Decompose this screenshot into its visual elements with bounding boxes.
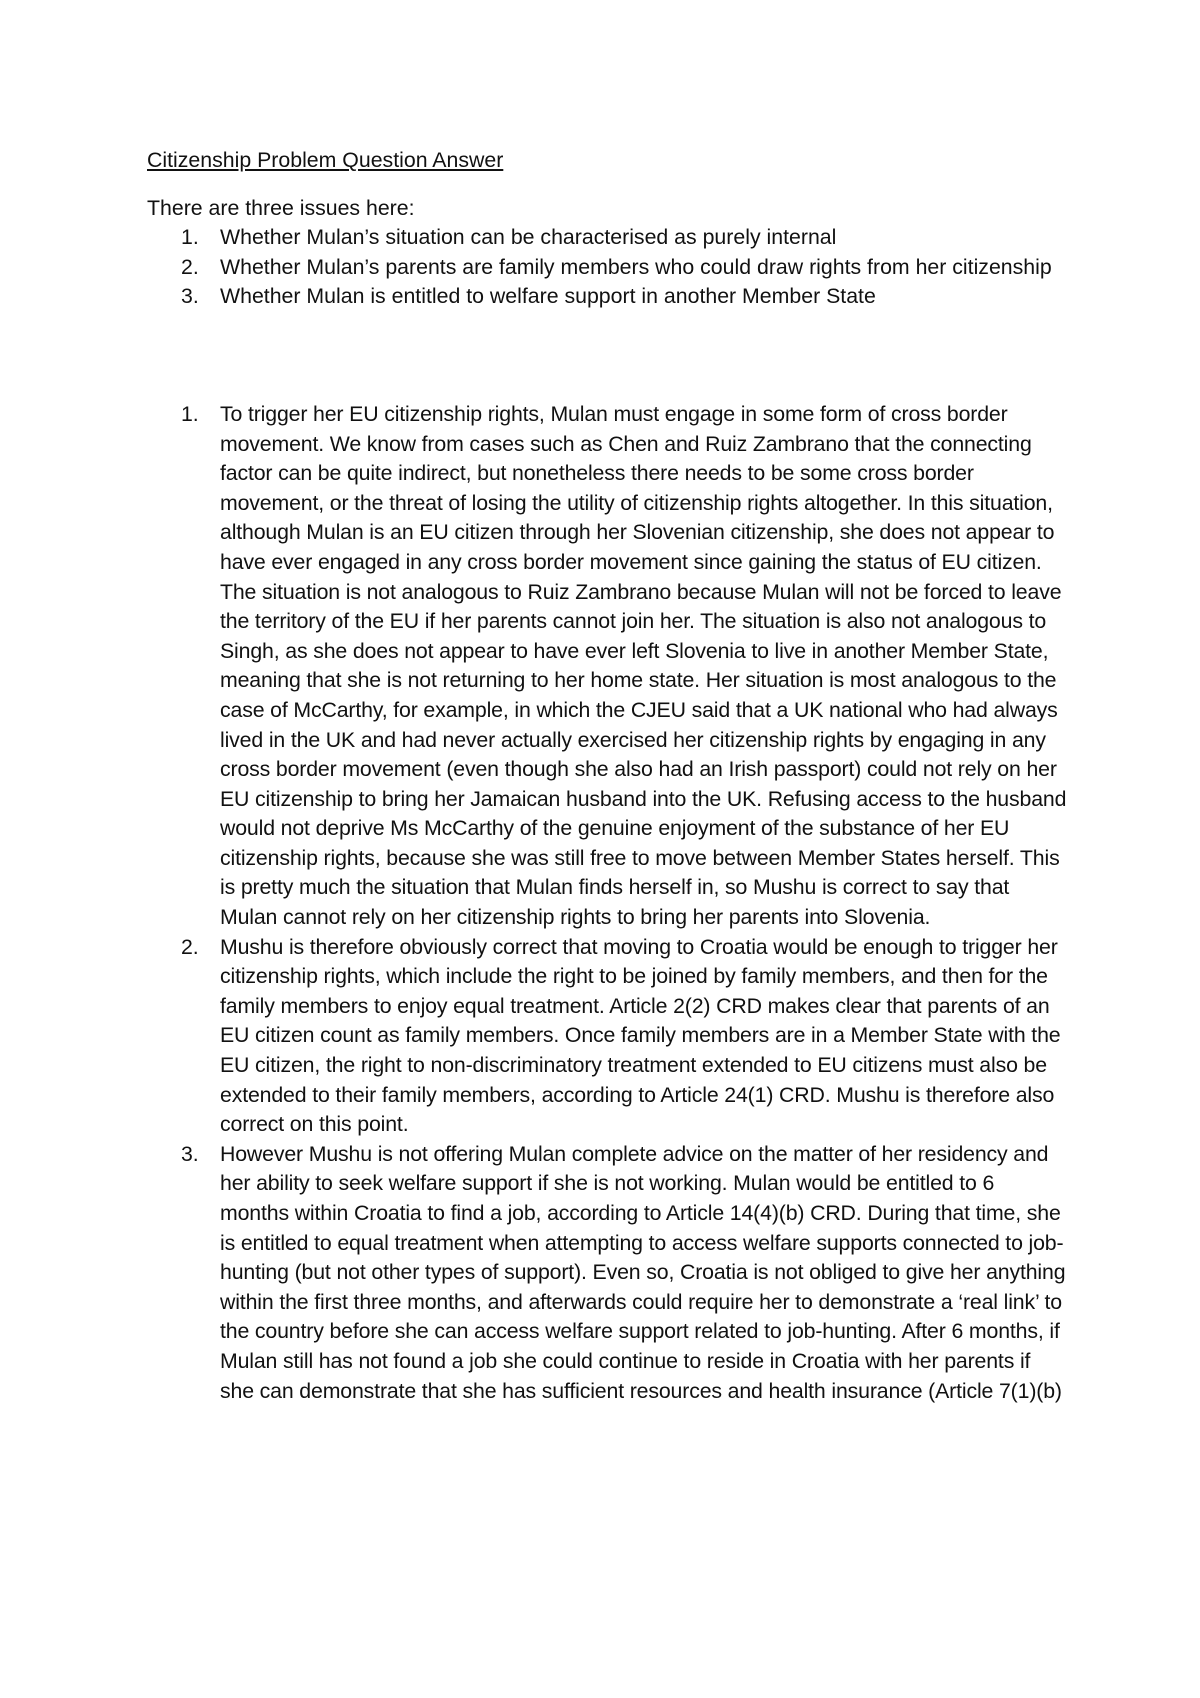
issue-text: Whether Mulan’s situation can be characterised as purely internal <box>220 225 837 250</box>
document-title: Citizenship Problem Question Answer <box>147 148 504 172</box>
issue-item <box>147 253 1067 283</box>
issue-number: 1. <box>181 225 199 250</box>
document-page <box>147 146 1067 1406</box>
issue-item <box>147 282 1067 312</box>
issue-item <box>147 223 1067 253</box>
answer-text: However Mushu is not offering Mulan complete advice on the matter of her residency and her ability to seek welfare support if she is not working. Mulan would be entitled to 6 months within Croatia to find a job, according to Article 14(4)(b) CRD. During that time, she is entitled to equal treatment when attempting to access welfare supports connected to job-hunting (but not other types of support). Even so, Croatia is not obliged to give her anything within the first three months, and afterwards could require her to demonstrate a ‘real link’ to the country before she can access welfare support related to job-hunting. After 6 months, if Mulan still has not found a job she could continue to reside in Croatia with her parents if she can demonstrate that she has sufficient resources and health insurance (Article 7(1)(b) <box>220 1141 1066 1403</box>
issue-text: Whether Mulan is entitled to welfare support in another Member State <box>220 284 876 309</box>
issues-list <box>147 223 1067 312</box>
issue-text: Whether Mulan’s parents are family members who could draw rights from her citizenship <box>220 254 1052 279</box>
answer-item <box>147 1140 1067 1406</box>
issue-number: 2. <box>181 254 199 279</box>
issue-number: 3. <box>181 284 199 309</box>
answer-number: 3. <box>181 1141 199 1166</box>
intro-text: There are three issues here: <box>147 195 415 220</box>
answer-number: 2. <box>181 934 199 959</box>
answer-number: 1. <box>181 401 199 426</box>
answer-item <box>147 400 1067 933</box>
answer-text: Mushu is therefore obviously correct that moving to Croatia would be enough to trigger her citizenship rights, which include the right to be joined by family members, and then for the family members to enjoy equal treatment. Article 2(2) CRD makes clear that parents of an EU citizen count as family members. Once family members are in a Member State with the EU citizen, the right to non-discriminatory treatment extended to EU citizens must also be extended to their family members, according to Article 24(1) CRD. Mushu is therefore also correct on this point. <box>220 934 1061 1137</box>
answer-item <box>147 933 1067 1140</box>
answers-list <box>147 400 1067 1406</box>
answer-text: To trigger her EU citizenship rights, Mulan must engage in some form of cross border movement. We know from cases such as Chen and Ruiz Zambrano that the connecting factor can be quite indirect, but nonetheless there needs to be some cross border movement, or the threat of losing the utility of citizenship rights altogether. In this situation, although Mulan is an EU citizen through her Slovenian citizenship, she does not appear to have ever engaged in any cross border movement since gaining the status of EU citizen. The situation is not analogous to Ruiz Zambrano because Mulan will not be forced to leave the territory of the EU if her parents cannot join her. The situation is also not analogous to Singh, as she does not appear to have ever left Slovenia to live in another Member State, meaning that she is not returning to her home state. Her situation is most analogous to the case of McCarthy, for example, in which the CJEU said that a UK national who had always lived in the UK and had never actually exercised her citizenship rights by engaging in any cross border movement (even though she also had an Irish passport) could not rely on her EU citizenship to bring her Jamaican husband into the UK. Refusing access to the husband would not deprive Ms McCarthy of the genuine enjoyment of the substance of her EU citizenship rights, because she was still free to move between Member States herself. This is pretty much the situation that Mulan finds herself in, so Mushu is correct to say that Mulan cannot rely on her citizenship rights to bring her parents into Slovenia. <box>220 401 1067 930</box>
